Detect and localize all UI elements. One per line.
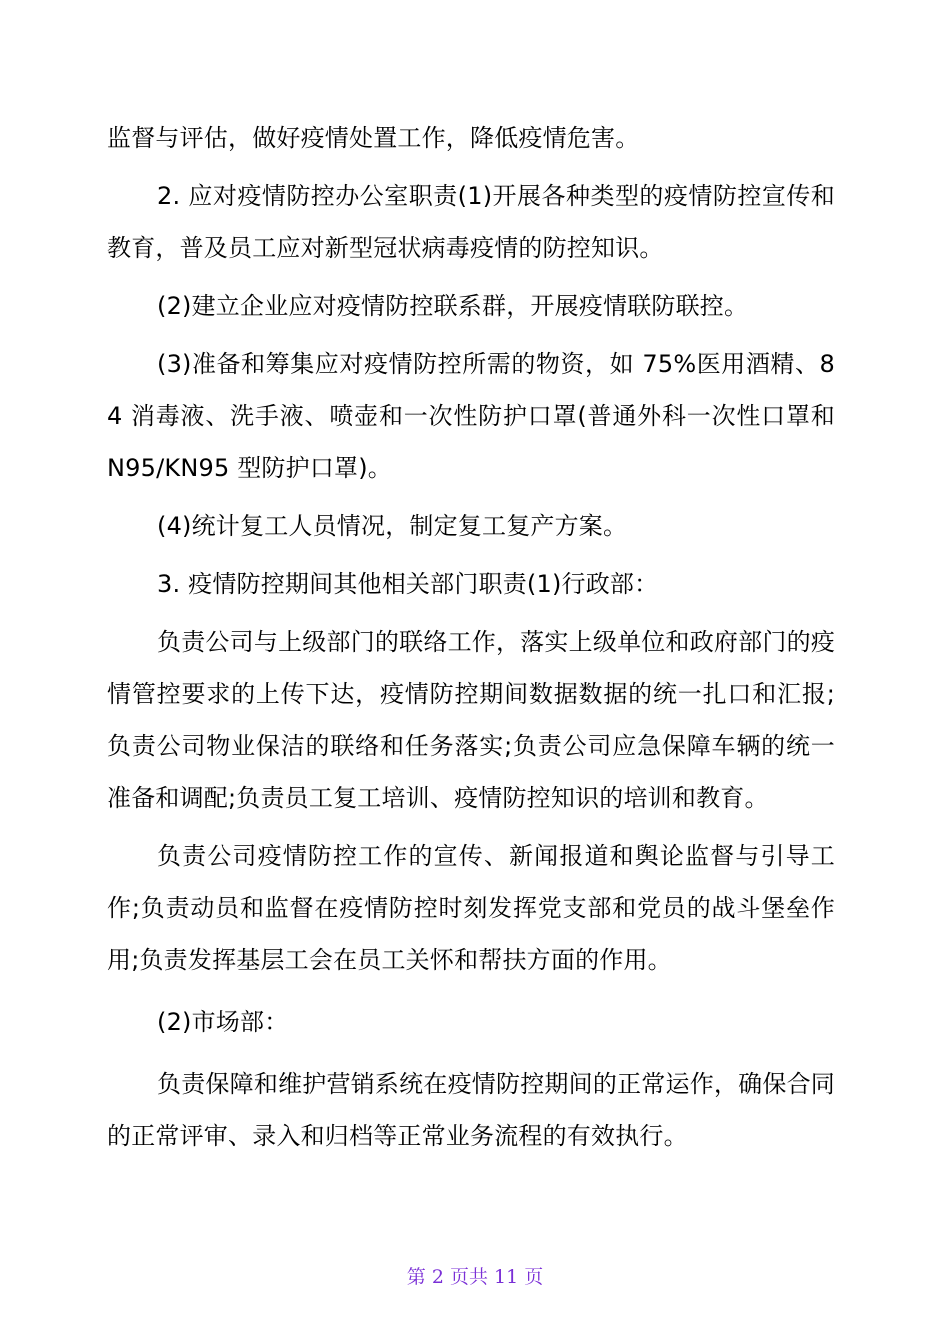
paragraph-market-duties: 负责保障和维护营销系统在疫情防控期间的正常运作，确保合同的正常评审、录入和归档等正常业务流程的有效执行。 [107, 1070, 835, 1150]
paragraph-admin-publicity: 负责公司疫情防控工作的宣传、新闻报道和舆论监督与引导工作;负责动员和监督在疫情防控时刻发挥党支部和党员的战斗堡垒作用;负责发挥基层工会在员工关怀和帮扶方面的作用。 [107, 842, 835, 974]
paragraph-admin-duties: 负责公司与上级部门的联络工作，落实上级单位和政府部门的疫情管控要求的上传下达，疫情防控期间数据数据的统一扎口和汇报;负责公司物业保洁的联络和任务落实;负责公司应急保障车辆的统一准备和调配;负责员工复工培训、疫情防控知识的培训和教育。 [107, 628, 835, 812]
paragraph-section-2: 2. 应对疫情防控办公室职责(1)开展各种类型的疫情防控宣传和教育，普及员工应对新型冠状病毒疫情的防控知识。 [107, 182, 835, 262]
paragraph-market-heading: (2)市场部： [157, 1008, 289, 1036]
paragraph-item-3: (3)准备和筹集应对疫情防控所需的物资，如 75%医用酒精、84 消毒液、洗手液、喷壶和一次性防护口罩(普通外科一次性口罩和 N95/KN95 型防护口罩)。 [107, 350, 835, 482]
page-number-footer: 第 2 页共 11 页 [406, 1266, 544, 1288]
paragraph-item-2: (2)建立企业应对疫情防控联系群，开展疫情联防联控。 [157, 292, 749, 320]
paragraph-continuation: 监督与评估，做好疫情处置工作，降低疫情危害。 [107, 124, 640, 152]
document-body [107, 112, 835, 1162]
paragraph-section-3: 3. 疫情防控期间其他相关部门职责(1)行政部： [157, 570, 659, 598]
paragraph-item-4: (4)统计复工人员情况，制定复工复产方案。 [157, 512, 628, 540]
